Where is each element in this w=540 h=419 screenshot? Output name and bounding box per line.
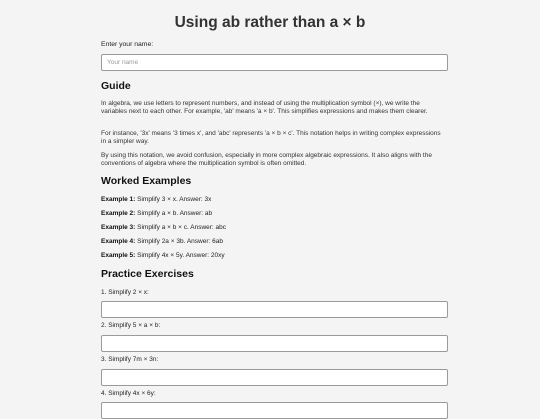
example-label: Example 1: (101, 196, 136, 203)
example-item (101, 224, 226, 231)
question-label-4: 4. Simplify 4x × 6y: (101, 390, 156, 397)
answer-input-1[interactable] (101, 301, 448, 318)
example-item (101, 196, 211, 203)
example-text: Simplify 3 × x. Answer: 3x (135, 196, 212, 203)
example-text: Simplify 2a × 3b. Answer: 6ab (135, 238, 223, 245)
example-text: Simplify a × b. Answer: ab (135, 210, 213, 217)
name-label: Enter your name: (101, 41, 154, 48)
example-text: Simplify a × b × c. Answer: abc (135, 224, 227, 231)
example-label: Example 4: (101, 238, 136, 245)
name-input[interactable] (101, 54, 448, 71)
guide-paragraph-1: In algebra, we use letters to represent numbers, and instead of using the multiplication symbol (×), we write the variables next to each other. For example, 'ab' means 'a × b'. This simplifies expressions and makes them clearer. (101, 100, 428, 116)
example-label: Example 3: (101, 224, 136, 231)
example-item (101, 238, 223, 245)
question-label-2: 2. Simplify 5 × a × b: (101, 322, 161, 329)
guide-paragraph-2: For instance, '3x' means '3 times x', and 'abc' represents 'a × b × c'. This notation helps in writing complex expressions in a simpler way. (101, 130, 441, 146)
guide-heading: Guide (101, 80, 131, 92)
page-title: Using ab rather than a × b (174, 14, 366, 31)
worked-examples-heading: Worked Examples (101, 175, 192, 187)
practice-heading: Practice Exercises (101, 268, 194, 280)
example-item (101, 252, 225, 259)
example-item (101, 210, 212, 217)
example-text: Simplify 4x × 5y. Answer: 20xy (135, 252, 225, 259)
question-label-1: 1. Simplify 2 × x: (101, 289, 149, 296)
answer-input-2[interactable] (101, 335, 448, 352)
example-label: Example 2: (101, 210, 136, 217)
answer-input-3[interactable] (101, 369, 448, 386)
example-label: Example 5: (101, 252, 136, 259)
guide-paragraph-3: By using this notation, we avoid confusion, especially in more complex algebraic expressions. It also aligns with the conventions of algebra where the multiplication symbol is often omitted. (101, 152, 432, 168)
question-label-3: 3. Simplify 7m × 3n: (101, 356, 159, 363)
